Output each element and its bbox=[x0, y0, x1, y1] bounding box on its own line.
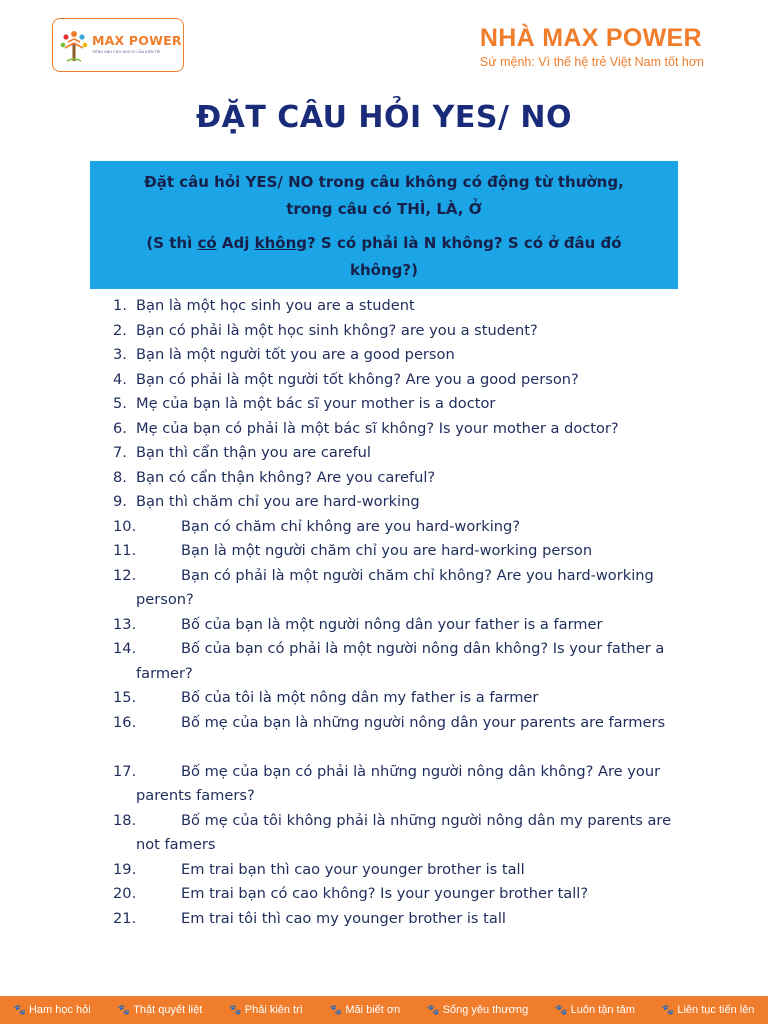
list-item bbox=[0, 564, 768, 613]
paw-icon: 🐾 bbox=[117, 1004, 131, 1016]
item-text: Bạn có chăm chỉ không are you hard-working? bbox=[181, 517, 521, 535]
item-number: 1. bbox=[113, 297, 127, 314]
list-item bbox=[0, 711, 768, 760]
item-text: Bạn thì cẩn thận you are careful bbox=[136, 444, 371, 461]
list-item bbox=[0, 907, 768, 932]
item-number: 7. bbox=[113, 444, 127, 461]
callout-line-1: Đặt câu hỏi YES/ NO trong câu không có động từ thường, bbox=[144, 173, 624, 191]
footer-value bbox=[14, 1004, 91, 1016]
list-item bbox=[0, 686, 768, 711]
brand-mission: Sứ mệnh: Vì thế hệ trẻ Việt Nam tốt hơn bbox=[479, 55, 704, 69]
footer-value-label: Ham học hỏi bbox=[28, 1004, 91, 1016]
footer-value bbox=[662, 1004, 755, 1016]
footer-value bbox=[118, 1004, 203, 1016]
item-text: Bố mẹ của bạn có phải là những người nông dân không? Are your parents famers? bbox=[136, 762, 661, 804]
list-item bbox=[0, 858, 768, 883]
grammar-callout bbox=[90, 161, 678, 289]
list-item bbox=[0, 466, 768, 491]
item-number: 16. bbox=[113, 713, 137, 731]
paw-icon: 🐾 bbox=[13, 1004, 26, 1016]
item-number: 4. bbox=[113, 370, 127, 388]
item-number: 13. bbox=[113, 615, 137, 633]
paw-icon: 🐾 bbox=[661, 1004, 675, 1016]
paw-icon: 🐾 bbox=[555, 1004, 568, 1016]
footer-value-label: Phải kiên trì bbox=[244, 1004, 303, 1016]
list-item bbox=[0, 343, 768, 368]
formula-underlined-co: có bbox=[197, 234, 217, 252]
list-item bbox=[0, 613, 768, 638]
item-text: Mẹ của bạn là một bác sĩ your mother is a doctor bbox=[136, 395, 496, 412]
item-number: 11. bbox=[113, 542, 137, 559]
paw-icon: 🐾 bbox=[427, 1004, 440, 1016]
list-item bbox=[0, 490, 768, 515]
footer-value-label: Mãi biết ơn bbox=[345, 1004, 401, 1016]
item-number: 21. bbox=[113, 909, 137, 927]
footer-value-label: Sống yêu thương bbox=[442, 1004, 529, 1016]
logo-tagline: TIẾNG ANH CHO NGƯỜI CẦN KIÊN TRÌ bbox=[92, 49, 161, 54]
item-text: Em trai bạn có cao không? Is your younger brother tall? bbox=[181, 885, 589, 902]
item-number: 20. bbox=[113, 885, 137, 902]
brand-title: NHÀ MAX POWER bbox=[479, 24, 702, 52]
item-number: 2. bbox=[113, 321, 127, 339]
paw-icon: 🐾 bbox=[229, 1004, 242, 1016]
list-item bbox=[0, 637, 768, 686]
callout-formula bbox=[90, 230, 678, 257]
paw-icon: 🐾 bbox=[329, 1004, 343, 1016]
formula-underlined-khong: không bbox=[254, 234, 307, 252]
list-item bbox=[0, 417, 768, 442]
callout-line-2: trong câu có THÌ, LÀ, Ở bbox=[286, 200, 482, 218]
item-text: Bạn là một người chăm chỉ you are hard-working person bbox=[181, 542, 593, 559]
formula-part: ? S có phải là N không? S có ở đâu đó bbox=[307, 234, 622, 252]
item-text: Bố mẹ của tôi không phải là những người nông dân my parents are not famers bbox=[136, 811, 672, 853]
item-number: 14. bbox=[113, 640, 137, 657]
list-item bbox=[0, 760, 768, 809]
list-item bbox=[0, 809, 768, 858]
list-item bbox=[0, 539, 768, 564]
item-text: Bố của bạn là một người nông dân your father is a farmer bbox=[181, 615, 603, 633]
item-text: Bố của tôi là một nông dân my father is a farmer bbox=[181, 689, 539, 706]
list-item bbox=[0, 392, 768, 417]
footer-value bbox=[330, 1004, 400, 1016]
item-number: 15. bbox=[113, 689, 137, 706]
item-number: 18. bbox=[113, 811, 137, 829]
item-number: 12. bbox=[113, 566, 137, 584]
tree-people-icon bbox=[59, 27, 89, 63]
item-text: Bạn có cẩn thận không? Are you careful? bbox=[136, 468, 436, 486]
max-power-logo bbox=[52, 18, 184, 72]
brand-header bbox=[480, 26, 704, 69]
item-text: Bạn là một người tốt you are a good person bbox=[136, 346, 455, 363]
footer-value bbox=[427, 1004, 528, 1016]
footer-value-label: Liên tục tiến lên bbox=[677, 1004, 755, 1016]
item-number: 9. bbox=[113, 493, 127, 510]
formula-part: Adj bbox=[216, 234, 255, 252]
footer-value-label: Thật quyết liệt bbox=[133, 1004, 203, 1016]
formula-part: (S thì bbox=[146, 234, 198, 252]
list-item bbox=[0, 294, 768, 319]
item-number: 6. bbox=[113, 419, 127, 437]
item-number: 8. bbox=[113, 468, 127, 486]
footer-value bbox=[229, 1004, 303, 1016]
item-number: 10. bbox=[113, 517, 137, 535]
item-text: Mẹ của bạn có phải là một bác sĩ không? Is your mother a doctor? bbox=[136, 419, 619, 437]
item-text: Bạn có phải là một người chăm chỉ không? Are you hard-working person? bbox=[136, 566, 654, 608]
item-text: Em trai bạn thì cao your younger brother is tall bbox=[181, 860, 525, 878]
item-text: Bố mẹ của bạn là những người nông dân your parents are farmers bbox=[181, 713, 666, 731]
item-text: Bạn là một học sinh you are a student bbox=[136, 297, 415, 314]
footer-value-label: Luôn tận tâm bbox=[570, 1004, 635, 1016]
item-number: 17. bbox=[113, 762, 137, 780]
item-number: 5. bbox=[113, 395, 127, 412]
question-list bbox=[0, 294, 768, 931]
page-title: ĐẶT CÂU HỎI YES/ NO bbox=[196, 100, 572, 135]
item-text: Em trai tôi thì cao my younger brother is tall bbox=[181, 909, 506, 927]
item-text: Bạn có phải là một học sinh không? are you a student? bbox=[136, 321, 538, 339]
item-text: Bạn có phải là một người tốt không? Are you a good person? bbox=[136, 370, 579, 388]
item-text: Bố của bạn có phải là một người nông dân không? Is your father a farmer? bbox=[136, 640, 665, 682]
list-item bbox=[0, 515, 768, 540]
list-item bbox=[0, 441, 768, 466]
list-item bbox=[0, 882, 768, 907]
list-item bbox=[0, 319, 768, 344]
logo-name: MAX POWER bbox=[92, 33, 182, 49]
footer-value bbox=[555, 1004, 635, 1016]
footer-values-bar bbox=[0, 996, 768, 1024]
callout-formula-end: không?) bbox=[350, 261, 418, 279]
list-item bbox=[0, 368, 768, 393]
item-text: Bạn thì chăm chỉ you are hard-working bbox=[136, 493, 420, 510]
item-number: 3. bbox=[113, 346, 127, 363]
item-number: 19. bbox=[113, 860, 137, 878]
